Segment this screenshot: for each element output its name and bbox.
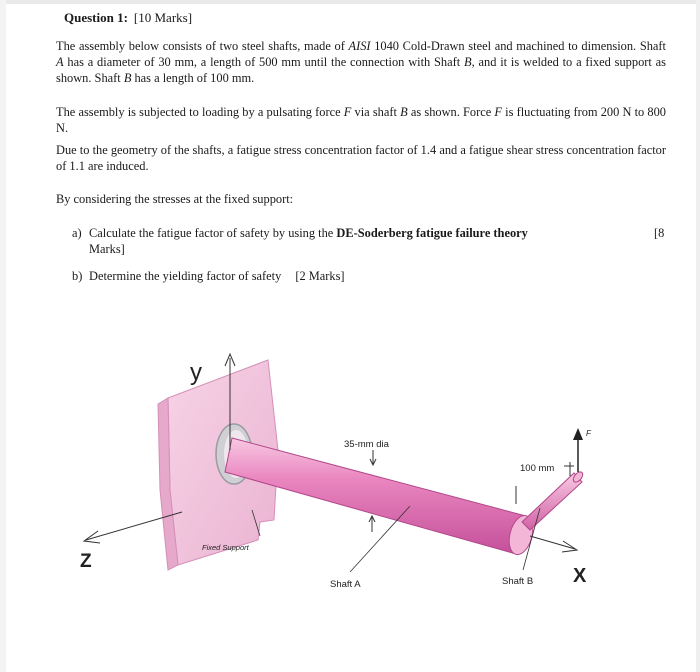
item-a-label: a) (72, 226, 82, 240)
material-name: AISI (348, 39, 371, 53)
question-heading (64, 10, 192, 26)
item-a-theory: DE-Soderberg fatigue failure theory (336, 226, 528, 240)
p1-text-5: has a length of 100 mm. (131, 71, 255, 85)
item-a-text: Calculate the fatigue factor of safety by using the (89, 226, 337, 240)
p1-text-2: 1040 Cold-Drawn steel and machined to dimension. Shaft (370, 39, 666, 53)
paragraph-loading (56, 104, 666, 136)
paragraph-concentration: Due to the geometry of the shafts, a fatigue stress concentration factor of 1.4 and a fatigue shear stress concentration factor of 1.1 are induced. (56, 143, 666, 173)
p2-text-2: via shaft (351, 105, 401, 119)
item-a (72, 225, 665, 257)
shaft-b-label: Shaft B (502, 576, 534, 587)
item-a-marks: [8 (654, 226, 665, 240)
item-b-label: b) (72, 269, 83, 283)
item-b (72, 268, 345, 284)
p1-text-4: , and it is welded to a fixed support as shown. Shaft (56, 55, 666, 85)
force-arrow (573, 428, 583, 472)
x-axis (530, 536, 577, 552)
question-title: Question 1: (64, 10, 128, 25)
axis-z-label: Z (80, 551, 92, 572)
p1-text-1: The assembly below consists of two steel shafts, made of (56, 39, 349, 53)
shaft-b-symbol: B (123, 71, 132, 85)
paragraph-assembly (56, 38, 666, 86)
fixed-support-label: Fixed Support (202, 543, 249, 552)
shaft-b-symbol: B (400, 105, 408, 119)
p2-text-1: The assembly is subjected to loading by a pulsating force (56, 105, 344, 119)
p2-text-4: is fluctuating from 200 N to 800 N. (56, 105, 667, 135)
top-border (0, 0, 700, 4)
shaft-b-symbol: B (464, 55, 472, 69)
question-marks: [10 Marks] (133, 10, 193, 25)
shaft-assembly-figure (60, 340, 620, 600)
item-b-text: Determine the yielding factor of safety (89, 269, 282, 283)
item-b-marks: [2 Marks] (295, 269, 345, 283)
right-border (696, 0, 700, 672)
left-border (0, 0, 6, 672)
item-a-marks-cont: Marks] (89, 242, 125, 256)
axis-y-label: y (190, 359, 202, 386)
force-symbol: F (343, 105, 352, 119)
length-label: 100 mm (520, 463, 555, 474)
axis-x-label: X (573, 565, 587, 587)
p1-text-3: has a diameter of 30 mm, a length of 500 mm until the connection with Shaft (63, 55, 465, 69)
shaft-a-label: Shaft A (330, 579, 361, 590)
force-label: F (586, 429, 591, 438)
shaft-b (522, 470, 585, 530)
force-symbol: F (494, 105, 502, 119)
p2-text-3: as shown. Force (407, 105, 495, 119)
paragraph-considering: By considering the stresses at the fixed support: (56, 192, 294, 206)
shaft-a-symbol: A (56, 55, 64, 69)
diameter-label: 35-mm dia (344, 439, 389, 450)
